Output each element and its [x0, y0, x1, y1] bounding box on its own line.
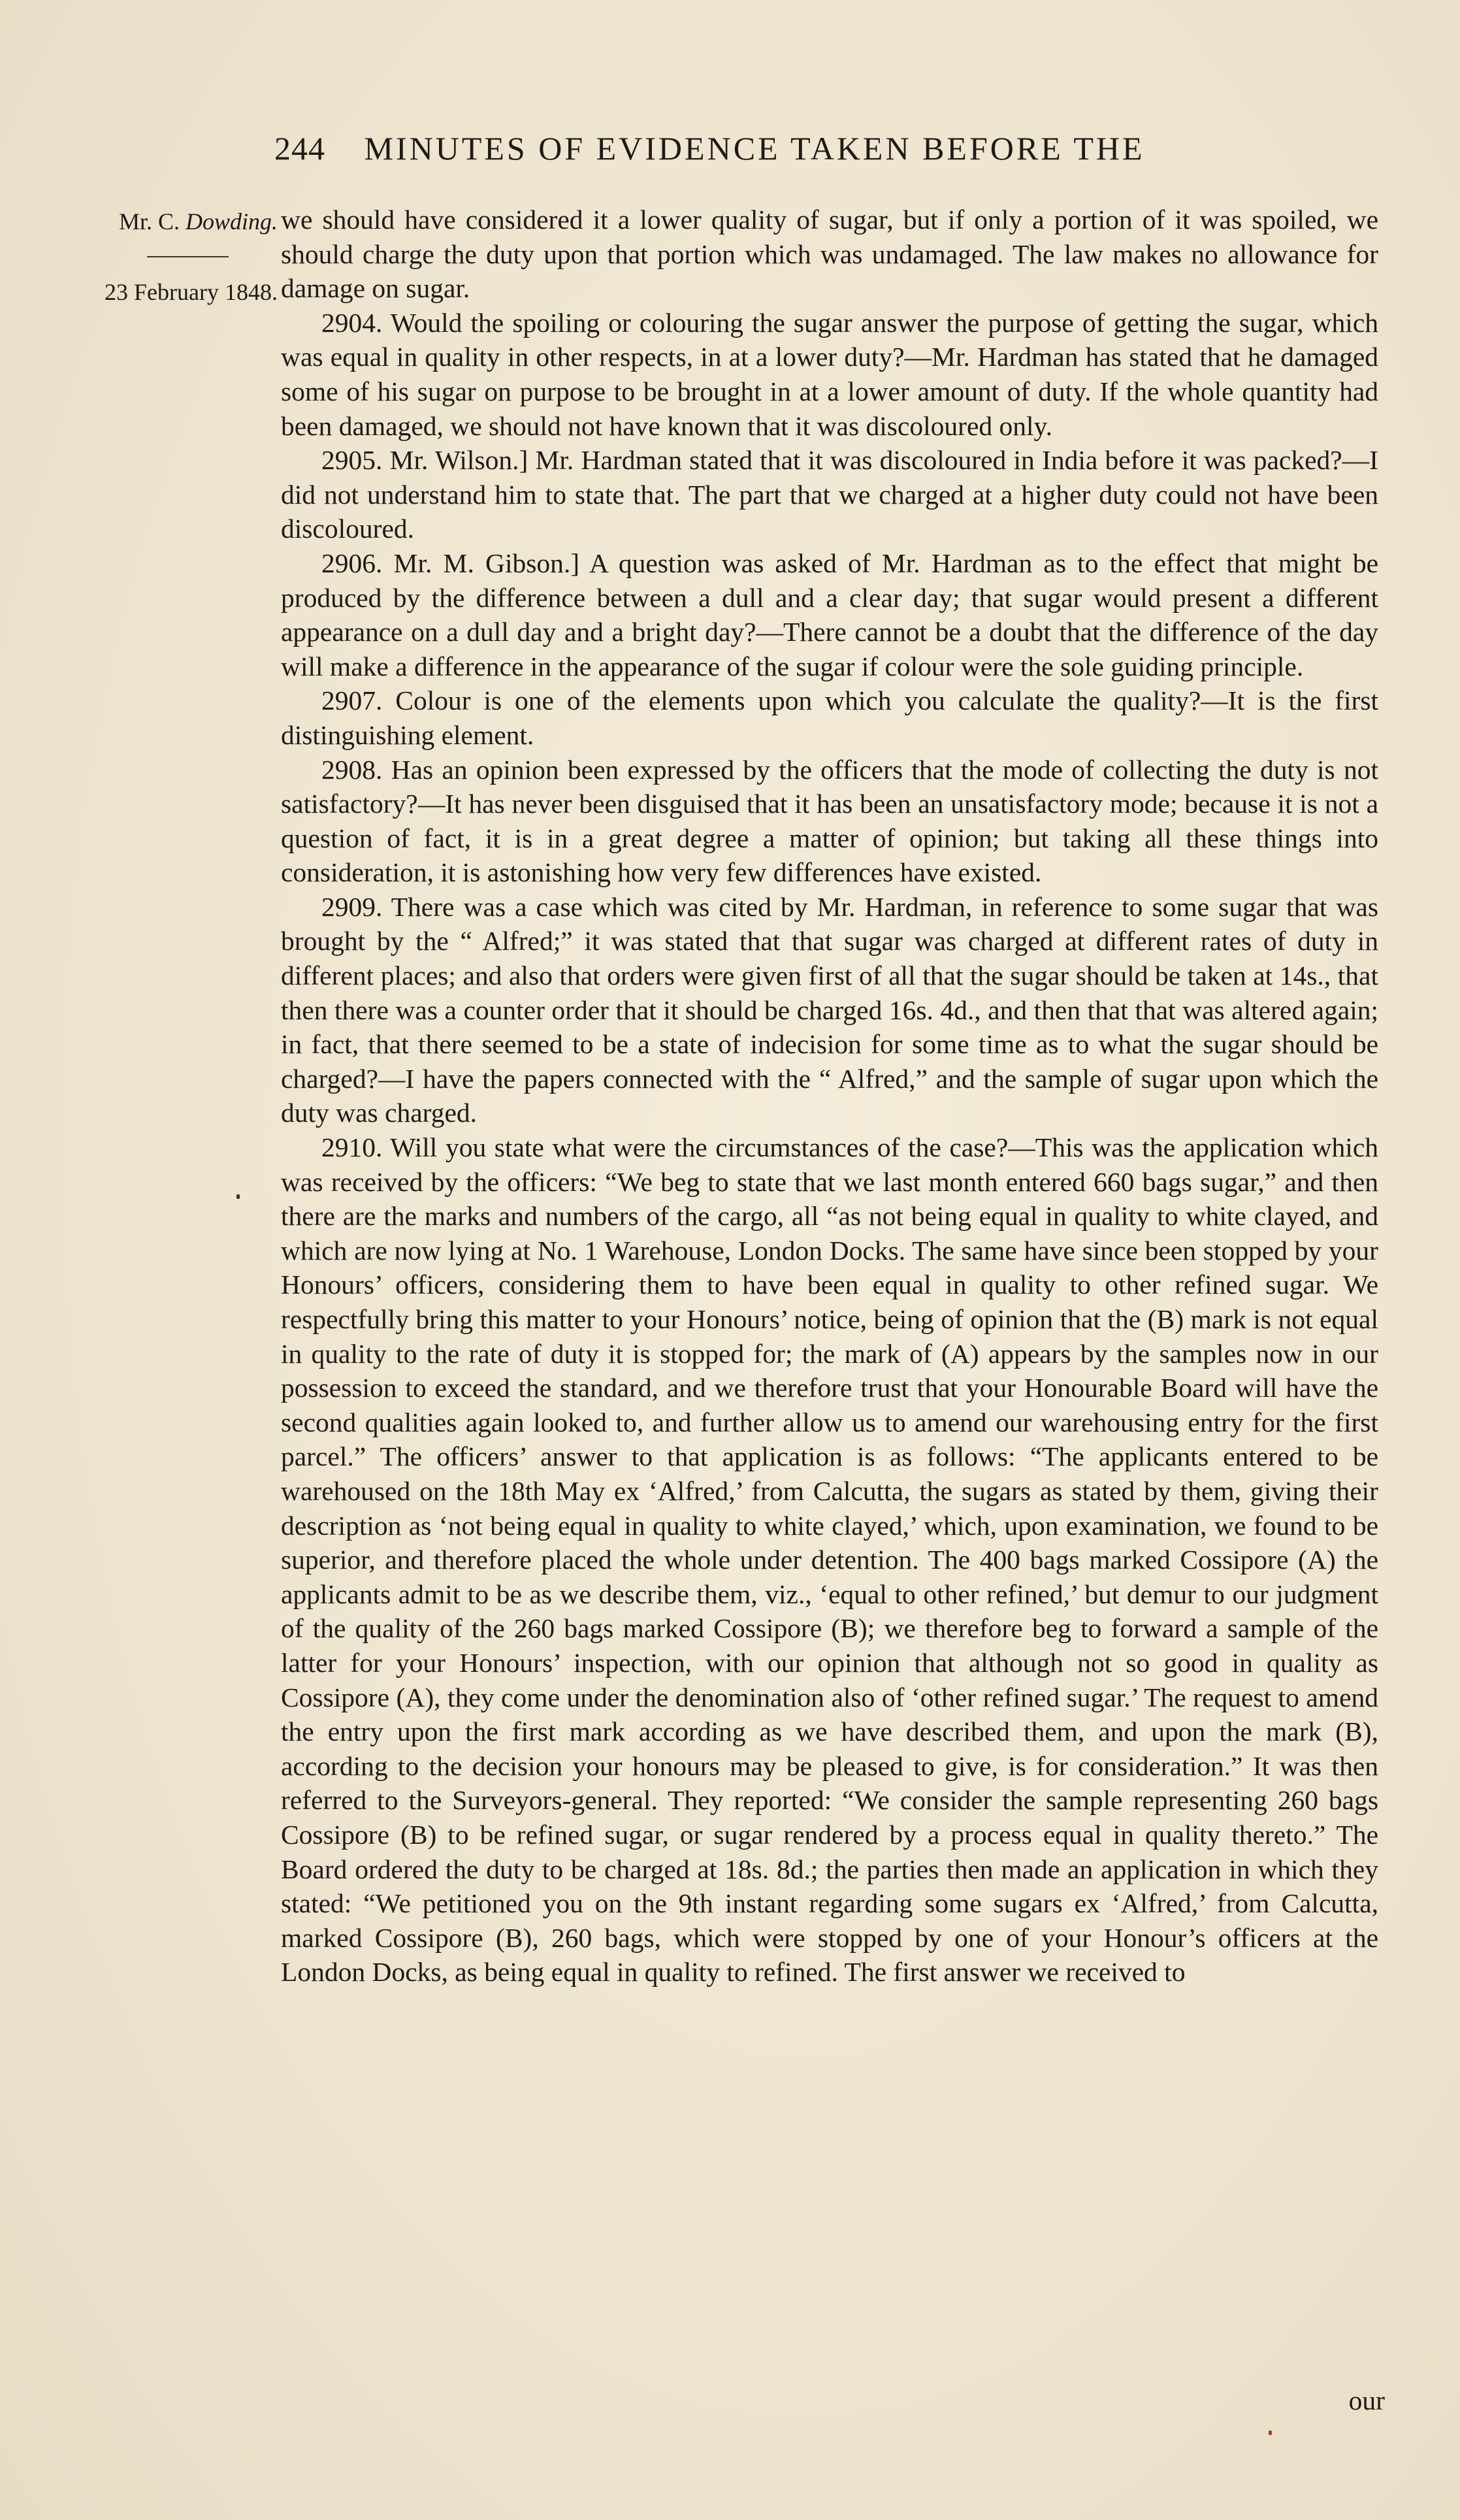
margin-witness: [26, 208, 278, 235]
paragraph-continuation: we should have considered it a lower quality of sugar, but if only a portion of it was spoiled, we should charge the duty upon that portion which was undamaged. The law makes no allowance for damage on sugar.: [281, 205, 1378, 304]
paragraph-2906: 2906. Mr. M. Gibson.] A question was asked of Mr. Hardman as to the effect that might be produced by the difference between a dull and a clear day; that sugar would present a different appearance on a dull day and a bright day?—There cannot be a doubt that the difference of the day will make a difference in the appearance of the sugar if colour were the sole guiding principle.: [281, 548, 1378, 681]
margin-witness-name: Dowding.: [185, 208, 278, 235]
paragraph-2909: 2909. There was a case which was cited by Mr. Hardman, in reference to some sugar that was brought by the “ Alfred;” it was stated that that sugar was charged at different rates of duty in different places; and also that orders were given first of all that the sugar should be taken at 14s., that then there was a counter order that it should be charged 16s. 4d., and then that that was altered again; in fact, that there seemed to be a state of indecision for some time as to what the sugar should be charged?—I have the papers connected with the “ Alfred,” and the sample of sugar upon which the duty was charged.: [281, 891, 1378, 1128]
paragraph-2910: 2910. Will you state what were the circumstances of the case?—This was the application which was received by the officers: “We beg to state that we last month entered 660 bags sugar,” and then there are the marks and numbers of the cargo, all “as not being equal in quality to white clayed, and which are now lying at No. 1 Warehouse, London Docks. The same have since been stopped by your Honours’ officers, considering them to have been equal in quality to other refined sugar. We respectfully bring this matter to your Honours’ notice, being of opinion that the (B) mark is not equal in quality to the rate of duty it is stopped for; the mark of (A) appears by the samples now in our possession to exceed the standard, and we therefore trust that your Honourable Board will have the second qualities again looked to, and further allow us to amend our warehousing entry for the first parcel.” The officers’ answer to that application is as follows: “The applicants entered to be warehoused on the 18th May ex ‘Alfred,’ from Calcutta, the sugars as stated by them, giving their description as ‘not being equal in quality to white clayed,’ which, upon examination, we found to be superior, and therefore placed the whole under detention. The 400 bags marked Cossipore (A) the applicants admit to be as we describe them, viz., ‘equal to other refined,’ but demur to our judgment of the quality of the 260 bags marked Cossipore (B); we therefore beg to forward a sample of the latter for your Honours’ inspection, with our opinion that although not so good in quality as Cossipore (A), they come under the denomination also of ‘other refined sugar.’ The request to amend the entry upon the first mark according as we have described them, and upon the mark (B), according to the decision your honours may be pleased to give, is for consideration.” It was then referred to the Surveyors-general. They reported: “We consider the sample representing 260 bags Cossipore (B) to be refined sugar, or sugar rendered by a process equal in quality thereto.” The Board ordered the duty to be charged at 18s. 8d.; the parties then made an application in which they stated: “We petitioned you on the 9th instant regarding some sugars ex ‘Alfred,’ from Calcutta, marked Cossipore (B), 260 bags, which were stopped by one of your Honour’s officers at the London Docks, as being equal in quality to refined. The first answer we received to: [281, 1132, 1378, 1988]
paragraph-2904: 2904. Would the spoiling or colouring the sugar answer the purpose of getting the sugar, which was equal in quality in other respects, in at a lower duty?—Mr. Hardman has stated that he damaged some of his sugar on purpose to be brought in at a lower amount of duty. If the whole quantity had been damaged, we should not have known that it was discoloured only.: [281, 307, 1378, 441]
catchword: our: [1348, 2385, 1385, 2415]
margin-rule: [147, 256, 229, 257]
margin-date: 23 February 1848.: [105, 279, 278, 305]
running-header: [274, 129, 1411, 167]
paragraph-2908: 2908. Has an opinion been expressed by the officers that the mode of collecting the duty is not satisfactory?—It has never been disguised that it has been an unsatisfactory mode; because it is not a question of fact, it is in a great degree a matter of opinion; but taking all these things into consideration, it is astonishing how very few differences have existed.: [281, 754, 1378, 888]
paragraph-2907: 2907. Colour is one of the elements upon which you calculate the quality?—It is the first distinguishing element.: [281, 685, 1378, 750]
page-number: 244: [274, 130, 325, 167]
margin-witness-prefix: Mr. C.: [118, 208, 186, 235]
running-title: MINUTES OF EVIDENCE TAKEN BEFORE THE: [364, 130, 1145, 167]
ink-speck: [1269, 2430, 1272, 2435]
paragraph-2905: 2905. Mr. Wilson.] Mr. Hardman stated that it was discoloured in India before it was packed?—I did not understand him to state that. The part that we charged at a higher duty could not have been discoloured.: [281, 445, 1378, 544]
body-text: [281, 203, 1378, 1989]
ink-speck: [236, 1194, 240, 1199]
